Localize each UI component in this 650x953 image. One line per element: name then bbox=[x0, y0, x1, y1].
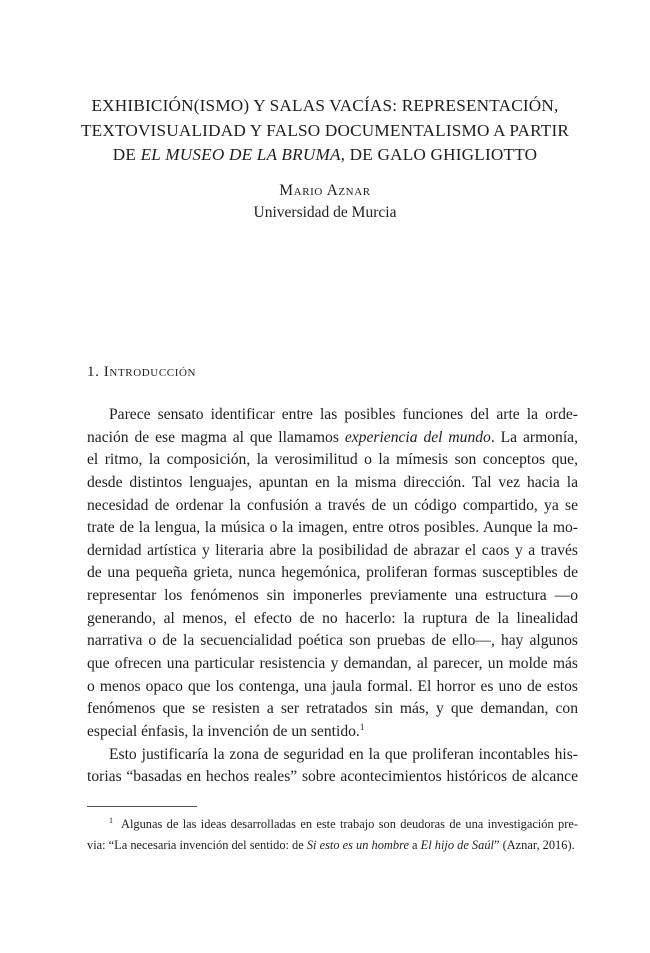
text-line: que ofrecen una particular resistencia y demandan, al parecer, un molde más bbox=[87, 655, 578, 673]
footnote-work-title: Si esto es un hombre bbox=[306, 837, 409, 852]
footnote-divider bbox=[87, 806, 197, 807]
text-line: desde distintos lenguajes, apuntan en la misma dirección. Tal vez hacia la bbox=[87, 473, 578, 491]
footnote bbox=[87, 814, 578, 855]
footnote-marker: 1 bbox=[109, 815, 113, 825]
text-line: dernidad artística y literaria abre la posibilidad de abrazar el caos y a través bbox=[87, 541, 578, 559]
text-fragment: via: “La necesaria invención del sentido: de bbox=[87, 837, 307, 852]
author-affiliation: Universidad de Murcia bbox=[253, 204, 397, 221]
text-line: el ritmo, la composición, la verosimilitud o la mímesis son conceptos que, bbox=[87, 451, 578, 469]
text-line: de una pequeña grieta, nunca hegemónica, proliferan formas susceptibles de bbox=[87, 564, 578, 582]
title-line-3-prefix: DE bbox=[112, 145, 141, 164]
text-fragment: a bbox=[408, 837, 421, 852]
text-line: o menos opaco que los contenga, una jaula formal. El horror es uno de estos bbox=[87, 677, 578, 695]
text-fragment: especial énfasis, la invención de un sentido. bbox=[87, 722, 360, 740]
text-line: necesidad de ordenar la confusión a través de un código compartido, ya se bbox=[87, 496, 578, 514]
text-line: torias “basadas en hechos reales” sobre acontecimientos históricos de alcance bbox=[87, 768, 578, 786]
text-fragment: . La armonía, bbox=[490, 428, 578, 446]
text-line: fenómenos que se resisten a ser retratados sin más, y que demandan, con bbox=[87, 700, 578, 718]
emphasis-experiencia-del-mundo: experiencia del mundo bbox=[344, 428, 491, 446]
section-heading: 1. Introducción bbox=[87, 364, 197, 380]
text-line: trate de la lengua, la música o la imagen, entre otros posibles. Aunque la mo- bbox=[87, 519, 578, 537]
author-block bbox=[0, 180, 650, 224]
text-fragment: nación de ese magma al que llamamos bbox=[87, 428, 345, 446]
footnote-reference[interactable]: 1 bbox=[359, 721, 365, 732]
footnote-line bbox=[87, 814, 578, 835]
text-line: representar los fenómenos sin imponerles previamente una estructura —o bbox=[87, 587, 578, 605]
text-fragment: ” (Aznar, 2016). bbox=[493, 837, 575, 852]
text-line: narrativa o de la secuencialidad poética son pruebas de ello—, hay algunos bbox=[87, 632, 578, 650]
body-text bbox=[87, 404, 578, 789]
title-line-3 bbox=[60, 143, 590, 168]
footnote-line bbox=[87, 835, 578, 856]
article-title bbox=[60, 94, 590, 168]
text-line bbox=[87, 721, 578, 744]
author-name: Mario Aznar bbox=[279, 182, 371, 199]
title-work-name: EL MUSEO DE LA BRUMA bbox=[140, 145, 341, 164]
text-line: Parece sensato identificar entre las posibles funciones del arte la orde- bbox=[109, 406, 578, 423]
title-line-3-suffix: , DE GALO GHIGLIOTTO bbox=[340, 145, 538, 164]
text-fragment: Algunas de las ideas desarrolladas en este trabajo son deudoras de una investigación pre- bbox=[121, 817, 578, 831]
footnote-work-title: El hijo de Saúl bbox=[420, 837, 494, 852]
title-line-2: TEXTOVISUALIDAD Y FALSO DOCUMENTALISMO A PARTIR bbox=[80, 120, 570, 140]
text-line: generando, al menos, el efecto de no hacerlo: la ruptura de la linealidad bbox=[87, 609, 578, 627]
title-line-1: EXHIBICIÓN(ISMO) Y SALAS VACÍAS: REPRESENTACIÓN, bbox=[91, 96, 559, 115]
text-line: Esto justificaría la zona de seguridad en la que proliferan incontables his- bbox=[109, 745, 578, 763]
text-line bbox=[87, 427, 578, 450]
